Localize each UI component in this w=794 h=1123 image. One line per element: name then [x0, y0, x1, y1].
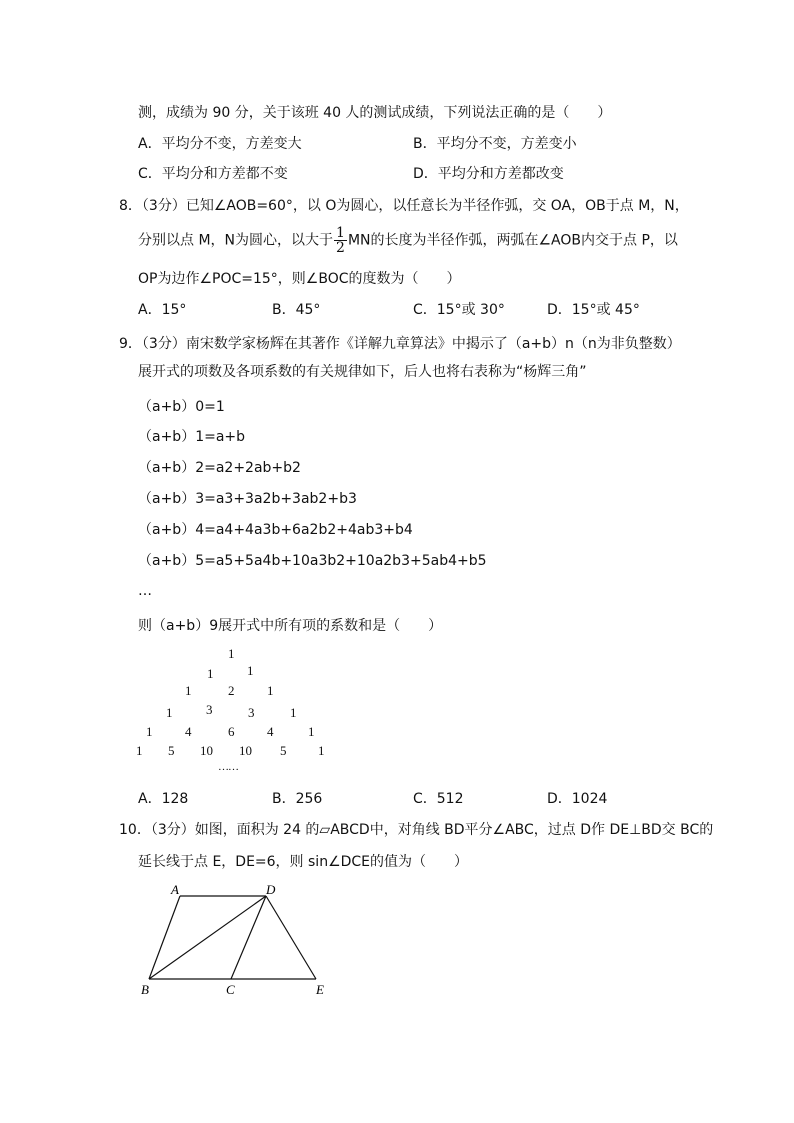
q9-stem-line2: 展开式的项数及各项系数的有关规律如下，后人也将右表称为“杨辉三角” — [138, 364, 587, 380]
fraction-numerator: 1 — [336, 225, 345, 241]
triangle-cell: 1 — [267, 683, 274, 698]
q8-option-b[interactable]: B．45° — [272, 302, 321, 318]
q9-expansion-2: （a+b）2=a2+2ab+b2 — [138, 460, 301, 476]
triangle-cell: 1 — [146, 724, 153, 739]
triangle-cell: 1 — [318, 743, 325, 758]
q9-ellipsis: … — [138, 583, 152, 599]
triangle-cell: 1 — [247, 663, 254, 678]
q8-line2-post: MN的长度为半径作弧，两弧在∠AOB内交于点 P，以 — [347, 232, 678, 249]
q10-stem-line1: 10．（3分）如图，面积为 24 的▱ABCD中，对角线 BD平分∠ABC，过点 D作 DE⊥BD交 BC的 — [119, 822, 714, 838]
triangle-dots: …… — [218, 761, 238, 773]
q9-expansion-0: （a+b）0=1 — [138, 399, 225, 415]
triangle-cell: 5 — [280, 743, 287, 758]
q9-expansion-5: （a+b）5=a5+5a4b+10a3b2+10a2b3+5ab4+b5 — [138, 553, 487, 569]
segment-ab — [149, 896, 180, 979]
triangle-cell: 2 — [228, 683, 235, 698]
parallelogram-figure — [135, 878, 345, 1008]
q7-option-b[interactable]: B．平均分不变，方差变小 — [413, 136, 577, 152]
label-b: B — [141, 982, 149, 997]
q9-expansion-1: （a+b）1=a+b — [138, 429, 246, 445]
triangle-cell: 4 — [267, 724, 274, 739]
q9-expansion-3: （a+b）3=a3+3a2b+3ab2+b3 — [138, 491, 357, 507]
triangle-cell: 10 — [200, 743, 213, 758]
q7-option-c[interactable]: C．平均分和方差都不变 — [138, 166, 288, 182]
q7-option-d[interactable]: D．平均分和方差都改变 — [413, 166, 564, 182]
triangle-cell: 1 — [185, 683, 192, 698]
fraction-one-half — [334, 226, 347, 255]
triangle-cell: 1 — [290, 705, 297, 720]
q9-option-c[interactable]: C．512 — [413, 791, 464, 807]
q9-question: 则（a+b）9展开式中所有项的系数和是（ ） — [138, 618, 443, 634]
segment-de — [266, 896, 316, 979]
q9-stem-line1: 9．（3分）南宋数学家杨辉在其著作《详解九章算法》中揭示了（a+b）n（n为非负整数） — [119, 336, 681, 352]
q8-option-d[interactable]: D．15°或 45° — [547, 302, 640, 318]
triangle-cell: 1 — [228, 646, 235, 661]
fraction-denominator: 2 — [336, 240, 345, 256]
label-a: A — [171, 882, 179, 897]
q8-option-a[interactable]: A．15° — [138, 302, 187, 318]
triangle-cell: 5 — [168, 743, 175, 758]
label-c: C — [226, 982, 235, 997]
triangle-cell: 1 — [136, 743, 143, 758]
q10-stem-line2: 延长线于点 E，DE=6，则 sin∠DCE的值为（ ） — [138, 854, 469, 870]
triangle-cell: 1 — [207, 666, 214, 681]
triangle-cell: 1 — [308, 724, 315, 739]
q9-option-d[interactable]: D．1024 — [547, 791, 608, 807]
label-d: D — [266, 882, 276, 897]
triangle-cell: 1 — [166, 705, 173, 720]
q9-option-b[interactable]: B．256 — [272, 791, 323, 807]
q8-stem-line2 — [138, 226, 678, 255]
q8-option-c[interactable]: C．15°或 30° — [413, 302, 505, 318]
q9-expansion-4: （a+b）4=a4+4a3b+6a2b2+4ab3+b4 — [138, 522, 413, 538]
triangle-cell: 4 — [185, 724, 192, 739]
triangle-cell: 6 — [228, 724, 235, 739]
q9-option-a[interactable]: A．128 — [138, 791, 189, 807]
q8-line2-pre: 分别以点 M，N为圆心，以大于 — [138, 232, 334, 249]
triangle-cell: 10 — [239, 743, 252, 758]
q8-stem-line3: OP为边作∠POC=15°，则∠BOC的度数为（ ） — [138, 271, 461, 287]
q8-stem-line1: 8．（3分）已知∠AOB=60°，以 O为圆心，以任意长为半径作弧，交 OA，OB于点 M，N， — [119, 198, 689, 214]
triangle-cell: 3 — [248, 705, 255, 720]
q7-option-a[interactable]: A．平均分不变，方差变大 — [138, 136, 302, 152]
triangle-cell: 3 — [206, 702, 213, 717]
q7-stem: 测，成绩为 90 分，关于该班 40 人的测试成绩，下列说法正确的是（ ） — [138, 105, 612, 121]
label-e: E — [316, 982, 324, 997]
